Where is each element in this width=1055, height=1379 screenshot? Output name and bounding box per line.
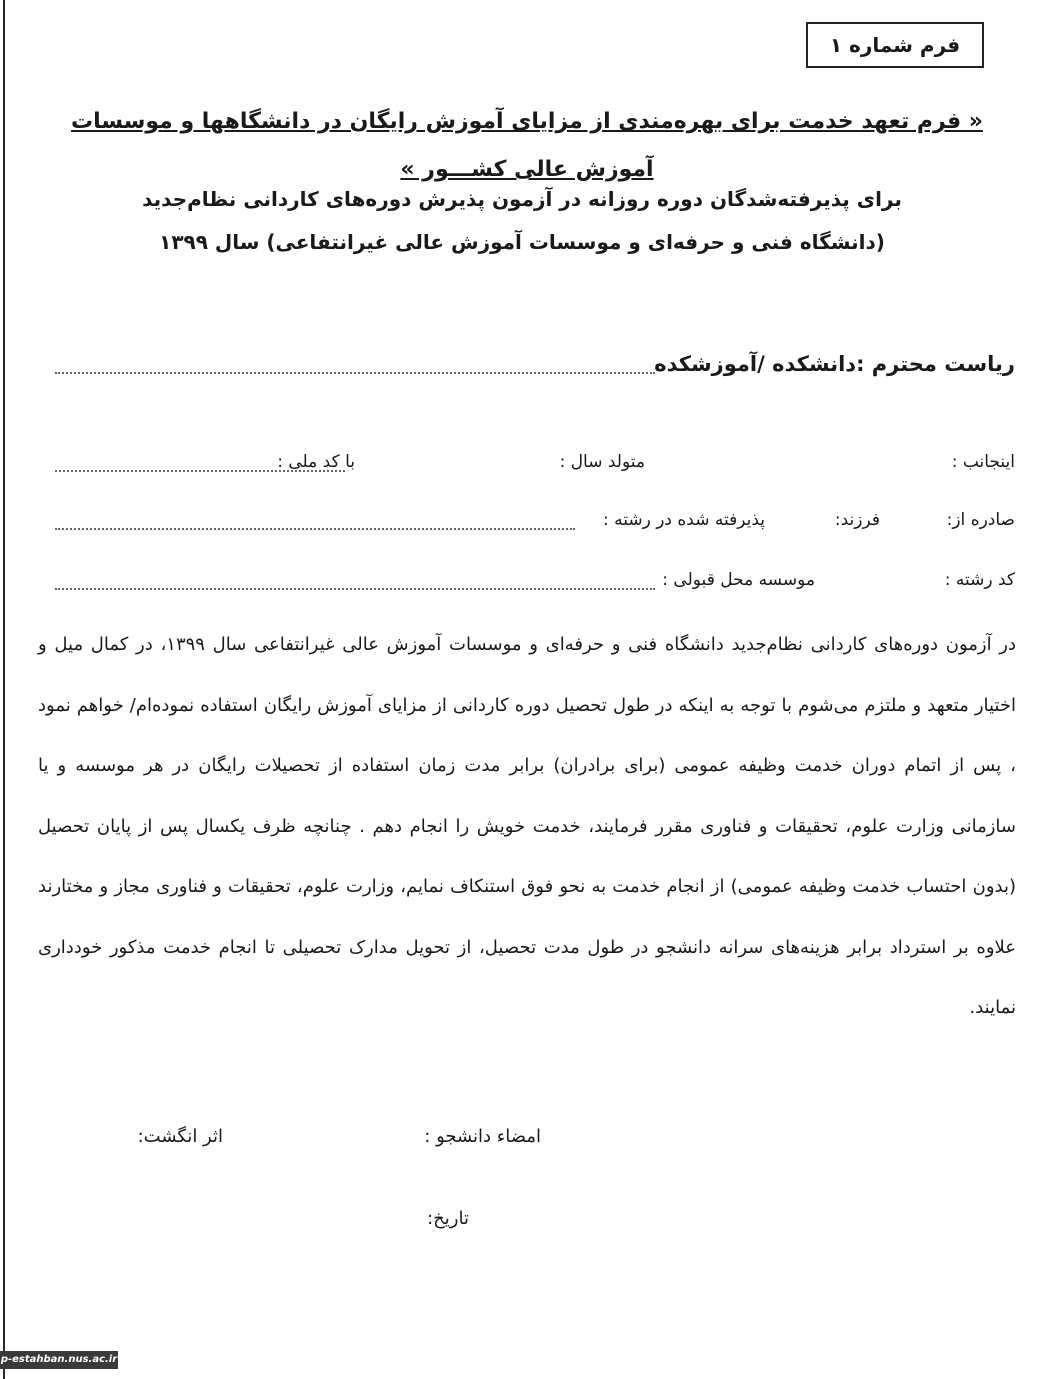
national-code-blank (55, 470, 345, 472)
student-signature-label: امضاء دانشجو : (424, 1126, 541, 1147)
addressee-blank (55, 372, 655, 374)
institute-blank (55, 588, 655, 590)
addressee-line: ریاست محترم :دانشکده /آموزشکده (654, 352, 1015, 376)
issued-from-label: صادره از: (946, 510, 1015, 530)
form-subtitle-line2: (دانشگاه فنی و حرفه‌ای و موسسات آموزش عالی غیرانتفاعی) سال ۱۳۹۹ (159, 230, 885, 254)
form-title: « فرم تعهد خدمت برای بهره‌مندی از مزایای آموزش رایگان در دانشگاهها و موسسات آموزش عالی کشـــور » (71, 109, 983, 182)
child-of-label: فرزند: (834, 510, 880, 530)
date-label: تاریخ: (427, 1208, 469, 1229)
national-code-label: با کد ملی : (277, 452, 355, 472)
form-number-box: فرم شماره ۱ (806, 22, 984, 68)
commitment-paragraph: در آزمون دوره‌های کاردانی نظام‌جدید دانشگاه فنی و حرفه‌ای و موسسات آموزش عالی غیرانتفاعی سال ۱۳۹۹، در کمال میل و اختیار متعهد و ملتزم می‌شوم با توجه به اینکه در طول تحصیل دوره کاردانی از مزایای آموزش رایگان استفاده نموده‌ام/ خواهم نمود ، پس از اتمام دوران خدمت وظیفه عمومی (برای برادران) برابر مدت زمان استفاده از تحصیلات رایگان در هر موسسه و یا سازمانی وزارت علوم، تحقیقات و فناوری مقرر فرمایند، خدمت خویش را انجام دهم . چنانچه ظرف یکسال پس از پایان تحصیل (بدون احتساب خدمت وظیفه عمومی) از انجام خدمت به نحو فوق استنکاف نمایم، وزارت علوم، تحقیقات و فناوری مجاز و مختارند علاوه بر استرداد برابر هزینه‌های سرانه دانشجو در طول مدت تحصیل، از تحویل مدارک تحصیلی تا انجام خدمت مذکور خودداری نمایند. (38, 634, 1016, 1018)
field-code-label: کد رشته : (944, 570, 1015, 590)
form-subtitle-line1: برای پذیرفته‌شدگان دوره روزانه در آزمون پذیرش دوره‌های کاردانی نظام‌جدید (142, 187, 902, 211)
source-watermark: p-estahban.nus.ac.ir (0, 1351, 118, 1369)
page-edge-line (3, 0, 5, 1379)
name-label: اینجانب : (951, 452, 1015, 472)
fingerprint-label: اثر انگشت: (137, 1126, 223, 1147)
accepted-field-blank (55, 528, 575, 530)
institute-label: موسسه محل قبولی : (662, 570, 815, 590)
birth-year-label: متولد سال : (559, 452, 645, 472)
accepted-field-label: پذیرفته شده در رشته : (602, 510, 765, 530)
